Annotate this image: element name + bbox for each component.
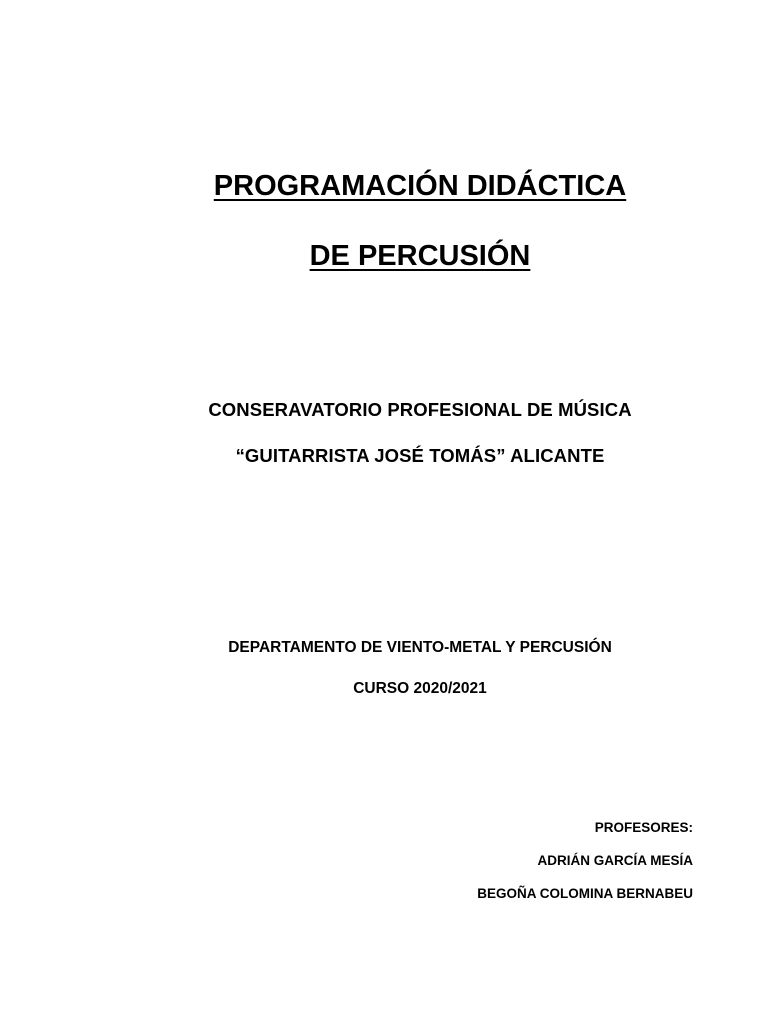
teachers-block [477, 819, 693, 918]
course-year: CURSO 2020/2021 [353, 680, 487, 697]
document-title-line-1: PROGRAMACIÓN DIDÁCTICA [213, 170, 627, 202]
teachers-label: PROFESORES: [594, 820, 693, 835]
department-name: DEPARTAMENTO DE VIENTO-METAL Y PERCUSIÓN [228, 639, 612, 656]
institution-name: CONSERAVATORIO PROFESIONAL DE MÚSICA [208, 399, 632, 420]
teacher-name: ADRIÁN GARCÍA MESÍA [537, 853, 693, 868]
document-title-line-2: DE PERCUSIÓN [309, 240, 531, 272]
institution-subtitle: “GUITARRISTA JOSÉ TOMÁS” ALICANTE [235, 445, 605, 466]
teacher-name: BEGOÑA COLOMINA BERNABEU [477, 886, 693, 901]
